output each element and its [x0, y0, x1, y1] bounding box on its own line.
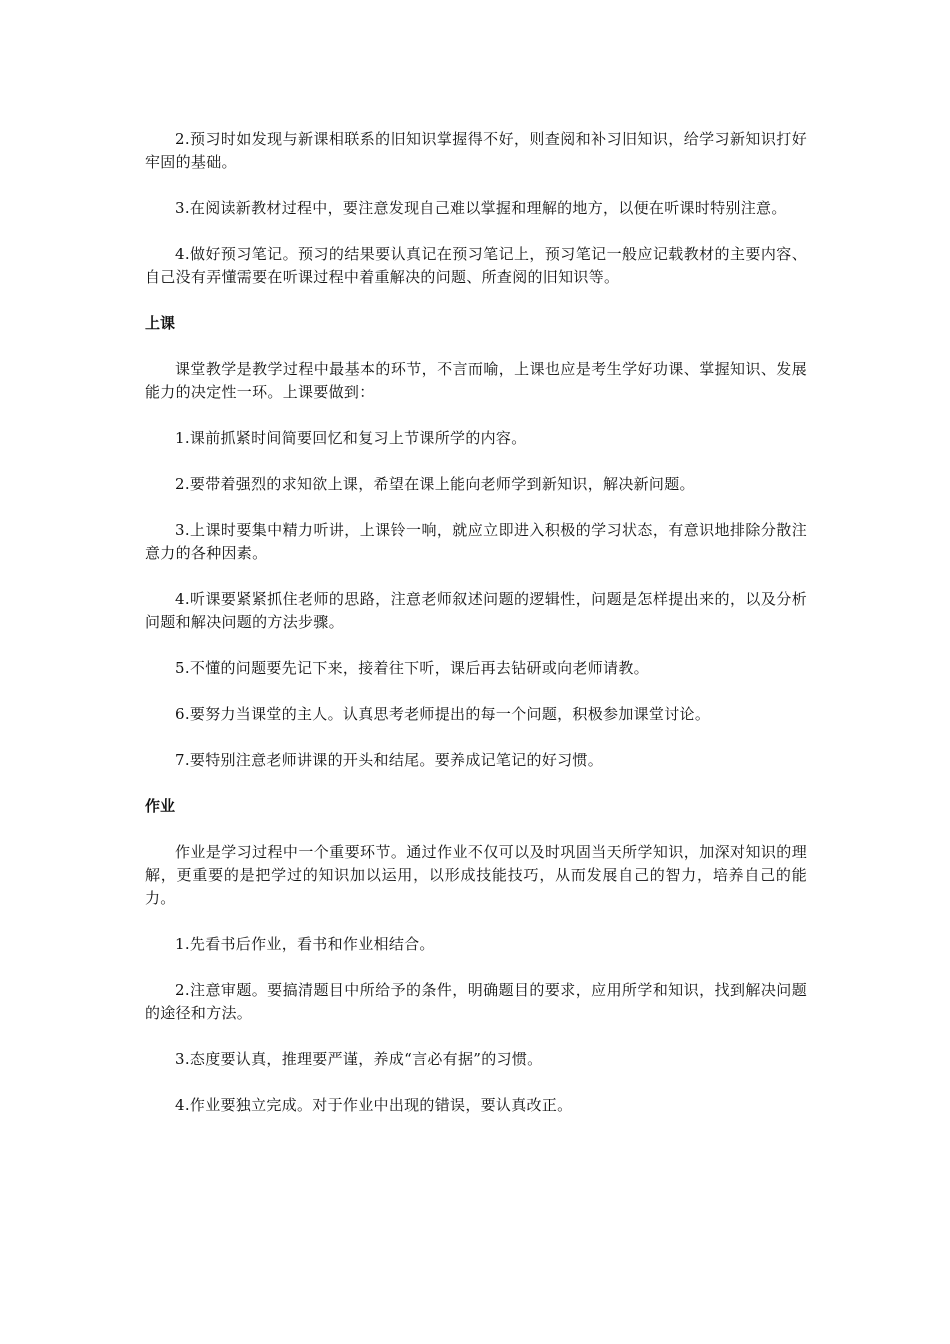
list-item: 5.不懂的问题要先记下来，接着往下听，课后再去钻研或向老师请教。 — [175, 659, 649, 677]
list-item: 6.要努力当课堂的主人。认真思考老师提出的每一个问题，积极参加课堂讨论。 — [175, 705, 711, 723]
section-heading-homework: 作业 — [145, 797, 176, 815]
list-item: 1.先看书后作业，看书和作业相结合。 — [175, 935, 435, 953]
list-item: 2.要带着强烈的求知欲上课，希望在课上能向老师学到新知识，解决新问题。 — [175, 475, 695, 493]
paragraph: 课堂教学是教学过程中最基本的环节，不言而喻，上课也应是考生学好功课、掌握知识、发展能力的决定性一环。上课要做到： — [145, 360, 807, 401]
list-item: 4.听课要紧紧抓住老师的思路，注意老师叙述问题的逻辑性，问题是怎样提出来的，以及分析问题和解决问题的方法步骤。 — [145, 590, 807, 631]
list-item: 4.作业要独立完成。对于作业中出现的错误，要认真改正。 — [175, 1096, 573, 1114]
list-item: 7.要特别注意老师讲课的开头和结尾。要养成记笔记的好习惯。 — [175, 751, 604, 769]
paragraph: 3.在阅读新教材过程中，要注意发现自己难以掌握和理解的地方，以便在听课时特别注意。 — [175, 199, 787, 217]
document-body — [145, 128, 807, 1117]
section-heading-class: 上课 — [145, 314, 176, 332]
paragraph: 作业是学习过程中一个重要环节。通过作业不仅可以及时巩固当天所学知识，加深对知识的理解，更重要的是把学过的知识加以运用，以形成技能技巧，从而发展自己的智力，培养自己的能力。 — [145, 843, 807, 907]
list-item: 2.注意审题。要搞清题目中所给予的条件，明确题目的要求，应用所学和知识，找到解决问题的途径和方法。 — [145, 981, 807, 1022]
list-item: 1.课前抓紧时间简要回忆和复习上节课所学的内容。 — [175, 429, 527, 447]
paragraph: 2.预习时如发现与新课相联系的旧知识掌握得不好，则查阅和补习旧知识，给学习新知识打好牢固的基础。 — [145, 130, 807, 171]
paragraph: 4.做好预习笔记。预习的结果要认真记在预习笔记上，预习笔记一般应记载教材的主要内容、自己没有弄懂需要在听课过程中着重解决的问题、所查阅的旧知识等。 — [145, 245, 807, 286]
list-item: 3.态度要认真，推理要严谨，养成“言必有据”的习惯。 — [175, 1050, 543, 1068]
list-item: 3.上课时要集中精力听讲，上课铃一响，就应立即进入积极的学习状态，有意识地排除分散注意力的各种因素。 — [145, 521, 807, 562]
